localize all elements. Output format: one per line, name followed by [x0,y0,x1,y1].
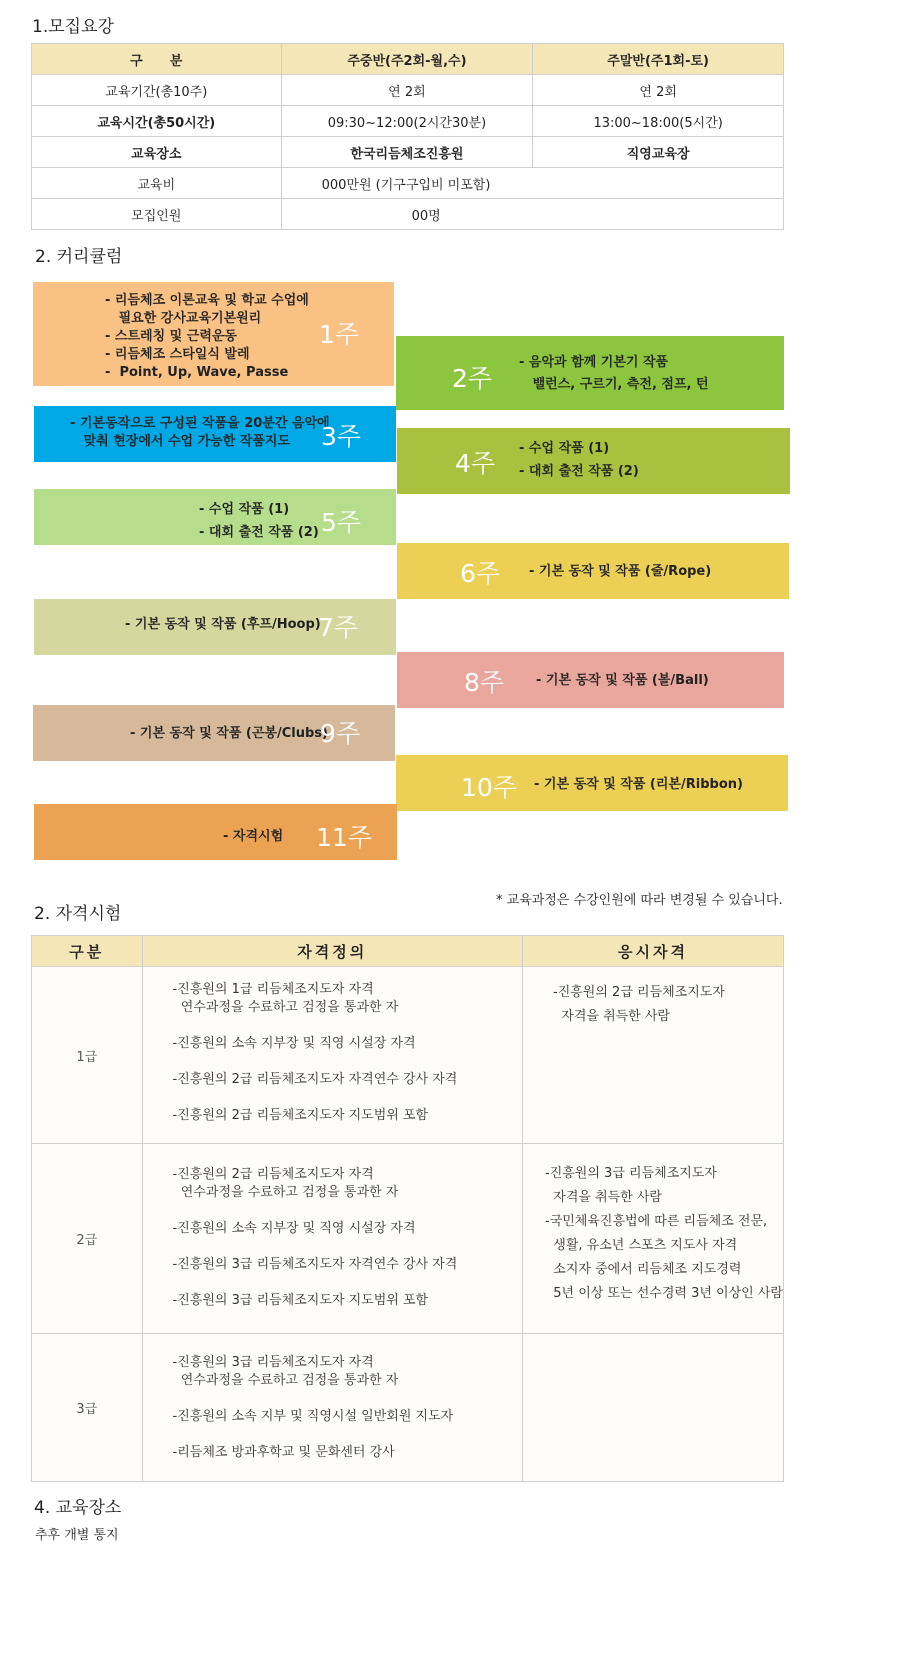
definition-item: -진흥원의 소속 지부장 및 직영 시설장 자격 [172,1221,416,1236]
definition-item: -진흥원의 2급 리듬체조지도자 자격 연수과정을 수료하고 검정을 통과한 자 [172,1167,399,1200]
definition-cell [142,1144,522,1334]
header-weekday: 주중반(주2회-월,수) [281,44,533,75]
curriculum-note: * 교육과정은 수강인원에 따라 변경될 수 있습니다. [496,893,783,908]
section4-text: 추후 개별 통지 [35,1528,119,1543]
week-label: 3주 [321,422,362,451]
recruitment-table [31,43,784,230]
week-5-block [34,489,396,545]
level-cell: 3급 [32,1334,143,1482]
table-row [32,137,784,168]
week-content: - 자격시험 [223,829,284,844]
row-label: 교육기간(총10주) [32,75,282,106]
week-label: 9주 [320,719,361,748]
definition-item: -진흥원의 3급 리듬체조지도자 지도범위 포함 [172,1293,429,1308]
week-6-block [397,543,789,599]
week-3-block [34,406,396,462]
eligibility-text: -진흥원의 3급 리듬체조지도자 자격을 취득한 사람 -국민체육진흥법에 따른 리듬체조 전문, 생활, 유소년 스포츠 지도사 자격 소지자 중에서 리듬체조 지도경력 5년 이상 또는 선수경력 3년 이상인 사람 [545,1166,783,1301]
weekend-value: 연 2회 [533,75,784,106]
week-4-block [397,428,790,494]
definition-item: -진흥원의 3급 리듬체조지도자 자격 연수과정을 수료하고 검정을 통과한 자 [172,1355,399,1388]
row-label: 교육시간(총50시간) [32,106,282,137]
week-label: 8주 [464,668,505,697]
week-label: 4주 [455,449,496,478]
week-content: - 기본 동작 및 작품 (리본/Ribbon) [534,777,743,792]
header-category: 구 분 [32,44,282,75]
row-label: 교육비 [32,168,282,199]
definition-item: -진흥원의 소속 지부 및 직영시설 일반회원 지도자 [172,1409,454,1424]
header-level: 구분 [32,936,143,967]
definition-item: -진흥원의 소속 지부장 및 직영 시설장 자격 [172,1036,416,1051]
header-eligibility: 응시자격 [523,936,784,967]
eligibility-cell [523,967,784,1144]
eligibility-cell [523,1144,784,1334]
level-cell: 2급 [32,1144,143,1334]
table-row [32,168,784,199]
week-content: - 리듬체조 이론교육 및 학교 수업에 필요한 강사교육기본원리 - 스트레칭 및 근력운동 - 리듬체조 스타일식 발레 - Point, Up, Wave, Passe [105,293,309,380]
section4-title: 4. 교육장소 [34,1498,122,1518]
section2-title: 2. 커리큘럼 [35,247,123,267]
row-label: 모집인원 [32,199,282,230]
header-definition: 자격정의 [142,936,522,967]
table-row [32,1334,784,1482]
week-2-block [396,336,784,410]
definition-item: -리듬체조 방과후학교 및 문화센터 강사 [172,1445,395,1460]
week-label: 2주 [452,364,493,393]
week-10-block [396,755,788,811]
eligibility-text: -진흥원의 2급 리듬체조지도자 자격을 취득한 사람 [553,985,725,1024]
weekend-value: 13:00~18:00(5시간) [533,106,784,137]
definition-cell [142,1334,522,1482]
weekday-value: 연 2회 [281,75,533,106]
header-weekend: 주말반(주1회-토) [533,44,784,75]
week-9-block [33,705,395,761]
table-row [32,106,784,137]
week-content: - 수업 작품 (1) - 대회 출전 작품 (2) [199,502,319,540]
week-label: 10주 [461,773,517,802]
level-cell: 1급 [32,967,143,1144]
week-content: - 기본 동작 및 작품 (곤봉/Clubs) [130,726,328,741]
merged-value: 000만원 (기구구입비 미포함) [281,168,783,199]
week-content: - 기본 동작 및 작품 (후프/Hoop) [125,617,321,632]
qualification-table [31,935,784,1482]
week-label: 7주 [318,613,359,642]
eligibility-cell [523,1334,784,1482]
definition-item: -진흥원의 2급 리듬체조지도자 지도범위 포함 [172,1108,429,1123]
week-content: - 음악과 함께 기본기 작품 밸런스, 구르기, 측전, 점프, 턴 [519,355,709,392]
week-content: - 기본 동작 및 작품 (볼/Ball) [536,673,709,688]
table-row [32,1144,784,1334]
week-7-block [34,599,396,655]
weekday-value: 09:30~12:00(2시간30분) [281,106,533,137]
weekend-value: 직영교육장 [533,137,784,168]
week-content: - 기본 동작 및 작품 (줄/Rope) [529,564,712,579]
week-content: - 수업 작품 (1) - 대회 출전 작품 (2) [519,441,639,479]
definition-cell [142,967,522,1144]
row-label: 교육장소 [32,137,282,168]
section1-title: 1.모집요강 [32,17,114,37]
table-row [32,199,784,230]
week-label: 11주 [316,823,372,852]
week-label: 5주 [321,508,362,537]
table-row [32,75,784,106]
week-11-block [34,804,397,860]
week-1-block [33,282,394,386]
week-label: 6주 [460,559,501,588]
definition-item: -진흥원의 2급 리듬체조지도자 자격연수 강사 자격 [172,1072,458,1087]
definition-item: -진흥원의 1급 리듬체조지도자 자격 연수과정을 수료하고 검정을 통과한 자 [172,982,399,1015]
table-row [32,967,784,1144]
definition-item: -진흥원의 3급 리듬체조지도자 자격연수 강사 자격 [172,1257,458,1272]
weekday-value: 한국리듬체조진흥원 [281,137,533,168]
week-content: - 기본동작으로 구성된 작품을 20분간 음악에 맞춰 현장에서 수업 가능한 작품지도 [70,416,330,449]
section3-title: 2. 자격시험 [34,904,122,924]
merged-value: 00명 [281,199,783,230]
week-label: 1주 [319,320,360,349]
week-8-block [397,652,784,708]
